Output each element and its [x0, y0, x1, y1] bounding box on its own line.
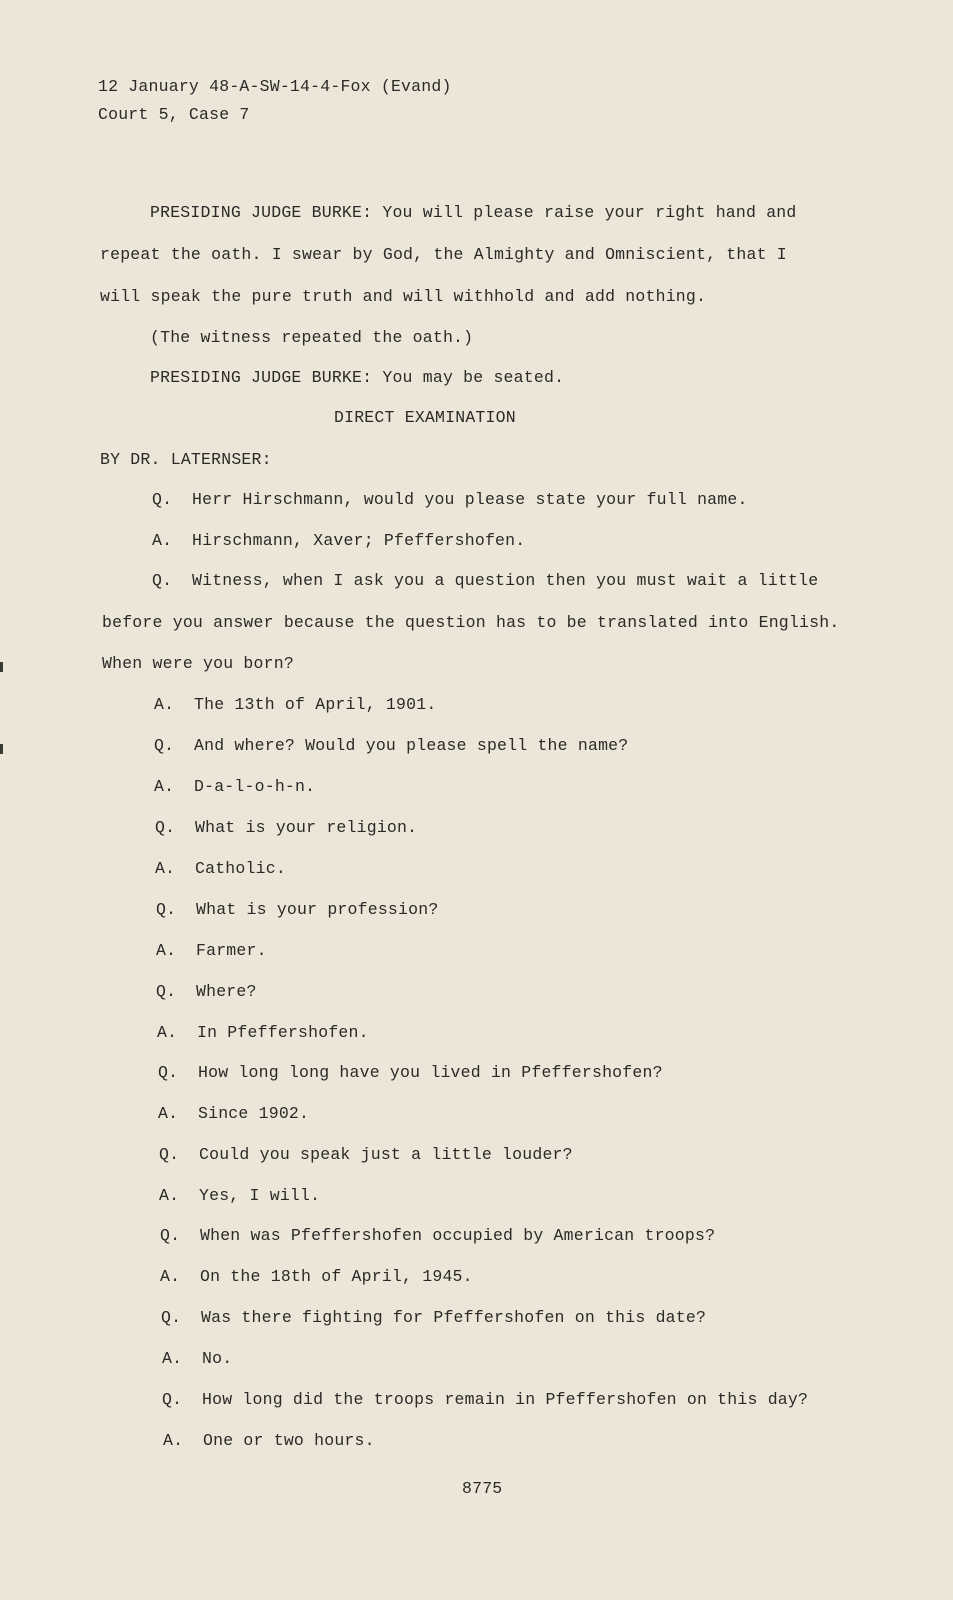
- qa-line: [163, 1430, 375, 1452]
- qa-line: [158, 1062, 663, 1084]
- qa-tag: Q.: [154, 736, 175, 755]
- qa-line: [162, 1348, 232, 1370]
- qa-tag: Q.: [152, 490, 173, 509]
- qa-line: [159, 1144, 573, 1166]
- qa-line: [154, 776, 315, 798]
- qa-continuation-line: When were you born?: [102, 654, 294, 673]
- qa-tag: A.: [156, 941, 177, 960]
- qa-line: [156, 940, 267, 962]
- qa-line: [155, 858, 286, 880]
- qa-tag: A.: [155, 859, 176, 878]
- qa-text: And where? Would you please spell the name?: [194, 736, 629, 755]
- qa-tag: Q.: [160, 1226, 181, 1245]
- qa-text: On the 18th of April, 1945.: [200, 1267, 473, 1286]
- qa-tag: Q.: [156, 900, 177, 919]
- qa-tag: A.: [163, 1431, 184, 1450]
- qa-text: Could you speak just a little louder?: [199, 1145, 573, 1164]
- qa-line: [160, 1266, 473, 1288]
- qa-line: [160, 1225, 715, 1247]
- qa-text: Yes, I will.: [199, 1186, 321, 1205]
- qa-line: [155, 817, 417, 839]
- qa-line: [154, 694, 436, 716]
- qa-tag: A.: [154, 695, 175, 714]
- section-heading: DIRECT EXAMINATION: [334, 408, 516, 427]
- qa-tag: Q.: [159, 1145, 180, 1164]
- oath-paragraph-line-2: repeat the oath. I swear by God, the Almighty and Omniscient, that I: [100, 245, 787, 264]
- qa-continuation-line: before you answer because the question has to be translated into English.: [102, 613, 840, 632]
- qa-line: [152, 489, 748, 511]
- qa-text: D-a-l-o-h-n.: [194, 777, 316, 796]
- qa-text: Catholic.: [195, 859, 286, 878]
- qa-text: Was there fighting for Pfeffershofen on this date?: [201, 1308, 707, 1327]
- qa-line: [159, 1185, 320, 1207]
- qa-tag: A.: [158, 1104, 179, 1123]
- qa-text: In Pfeffershofen.: [197, 1023, 369, 1042]
- qa-text: Hirschmann, Xaver; Pfeffershofen.: [192, 531, 526, 550]
- qa-text: How long did the troops remain in Pfeffershofen on this day?: [202, 1390, 809, 1409]
- qa-text: Herr Hirschmann, would you please state your full name.: [192, 490, 748, 509]
- qa-line: [158, 1103, 309, 1125]
- qa-text: Where?: [196, 982, 257, 1001]
- qa-line: [154, 735, 628, 757]
- qa-line: [162, 1389, 808, 1411]
- qa-tag: Q.: [156, 982, 177, 1001]
- header-date-line: 12 January 48-A-SW-14-4-Fox (Evand): [98, 77, 452, 96]
- qa-text: Witness, when I ask you a question then you must wait a little: [192, 571, 819, 590]
- qa-text: What is your profession?: [196, 900, 439, 919]
- header-court-line: Court 5, Case 7: [98, 105, 250, 124]
- qa-line: [152, 570, 818, 592]
- oath-paragraph-line-3: will speak the pure truth and will withhold and add nothing.: [100, 287, 707, 306]
- seated-paragraph: PRESIDING JUDGE BURKE: You may be seated.: [150, 368, 565, 387]
- qa-text: No.: [202, 1349, 233, 1368]
- qa-tag: A.: [159, 1186, 180, 1205]
- qa-tag: Q.: [152, 571, 173, 590]
- page-number: 8775: [462, 1479, 503, 1498]
- qa-tag: Q.: [158, 1063, 179, 1082]
- qa-text: One or two hours.: [203, 1431, 375, 1450]
- examiner-line: BY DR. LATERNSER:: [100, 450, 272, 469]
- qa-text: Farmer.: [196, 941, 267, 960]
- qa-text: How long long have you lived in Pfeffershofen?: [198, 1063, 663, 1082]
- qa-line: [156, 899, 438, 921]
- qa-tag: A.: [162, 1349, 183, 1368]
- scan-edge-mark: [0, 744, 3, 754]
- qa-tag: A.: [152, 531, 173, 550]
- stage-direction: (The witness repeated the oath.): [150, 328, 474, 347]
- oath-paragraph-line-1: PRESIDING JUDGE BURKE: You will please raise your right hand and: [150, 203, 797, 222]
- qa-text: Since 1902.: [198, 1104, 310, 1123]
- qa-text: When was Pfeffershofen occupied by American troops?: [200, 1226, 716, 1245]
- qa-tag: Q.: [155, 818, 176, 837]
- scan-edge-mark: [0, 662, 3, 672]
- qa-tag: A.: [154, 777, 175, 796]
- qa-tag: A.: [160, 1267, 181, 1286]
- qa-tag: Q.: [162, 1390, 183, 1409]
- qa-text: The 13th of April, 1901.: [194, 695, 437, 714]
- qa-line: [156, 981, 257, 1003]
- qa-line: [161, 1307, 706, 1329]
- qa-line: [152, 530, 525, 552]
- qa-text: What is your religion.: [195, 818, 418, 837]
- qa-tag: Q.: [161, 1308, 182, 1327]
- qa-tag: A.: [157, 1023, 178, 1042]
- qa-line: [157, 1022, 369, 1044]
